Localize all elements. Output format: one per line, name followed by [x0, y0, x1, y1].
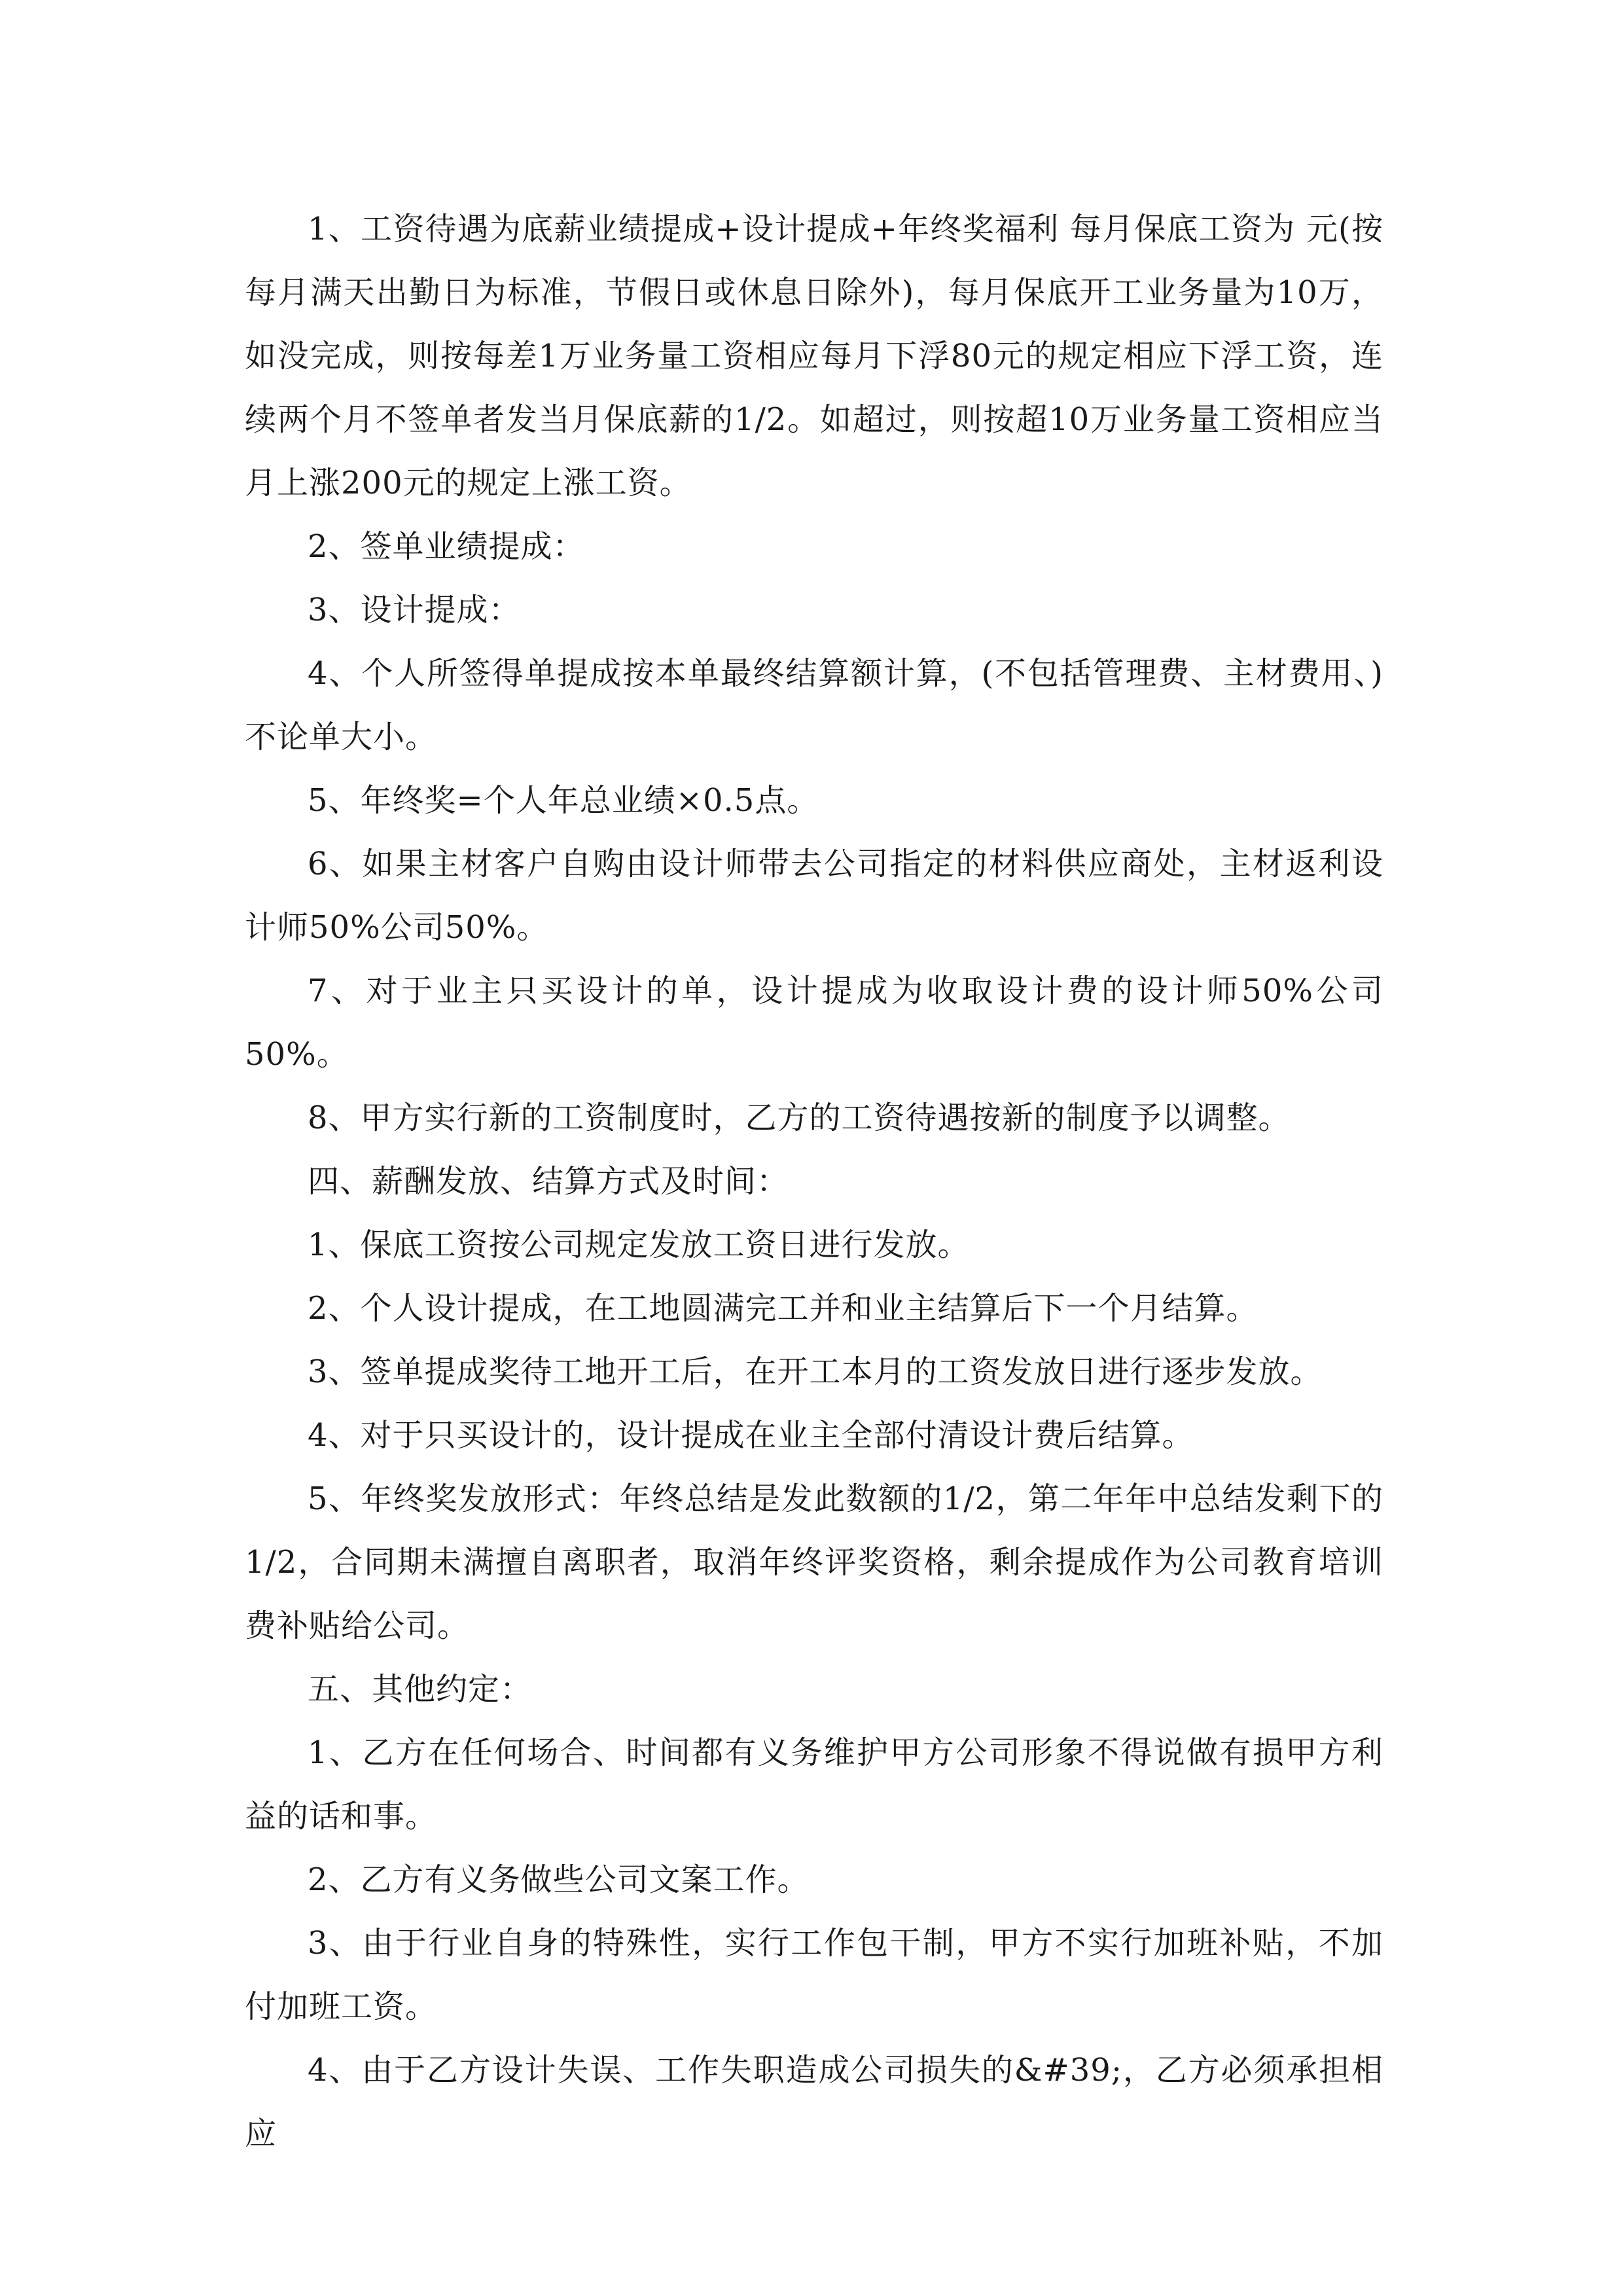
- paragraph-signing-commission: 2、签单业绩提成：: [308, 528, 585, 565]
- document-body: [245, 198, 1383, 2166]
- paragraph-signing-bonus-payment: 3、签单提成奖待工地开工后，在开工本月的工资发放日进行逐步发放。: [308, 1354, 1323, 1390]
- paragraph-year-end-bonus: 5、年终奖=个人年总业绩×0.5点。: [308, 782, 819, 819]
- paragraph-no-overtime: 3、由于行业自身的特殊性，实行工作包干制，甲方不实行加班补贴，不加付加班工资。: [245, 1925, 1383, 2025]
- paragraph-design-commission: 3、设计提成：: [308, 592, 521, 628]
- paragraph-base-pay-date: 1、保底工资按公司规定发放工资日进行发放。: [308, 1227, 970, 1263]
- paragraph-liability: 4、由于乙方设计失误、工作失职造成公司损失的&#39;，乙方必须承担相应: [245, 2052, 1383, 2152]
- section-heading-other: 五、其他约定：: [308, 1671, 533, 1708]
- paragraph-design-settlement: 2、个人设计提成，在工地圆满完工并和业主结算后下一个月结算。: [308, 1290, 1258, 1327]
- paragraph-salary-terms: 1、工资待遇为底薪业绩提成+设计提成+年终奖福利 每月保底工资为 元(按每月满天出勤日为标准，节假日或休息日除外)，每月保底开工业务量为10万，如没完成，则按每差1万业务量工资相应每月下浮80元的规定相应下浮工资，连续两个月不签单者发当月保底薪的1/2。如超过，则按超10万业务量工资相应当月上涨200元的规定上涨工资。: [245, 211, 1383, 501]
- paragraph-design-only-settlement: 4、对于只买设计的，设计提成在业主全部付清设计费后结算。: [308, 1417, 1194, 1454]
- section-heading-payment: 四、薪酬发放、结算方式及时间：: [308, 1163, 789, 1200]
- paragraph-bonus-payment-form: 5、年终奖发放形式：年终总结是发此数额的1/2，第二年年中总结发剩下的1/2，合同期未满擅自离职者，取消年终评奖资格，剩余提成作为公司教育培训费补贴给公司。: [245, 1480, 1383, 1644]
- paragraph-copywriting: 2、乙方有义务做些公司文案工作。: [308, 1861, 810, 1898]
- paragraph-salary-adjustment: 8、甲方实行新的工资制度时，乙方的工资待遇按新的制度予以调整。: [308, 1100, 1291, 1136]
- paragraph-company-image: 1、乙方在任何场合、时间都有义务维护甲方公司形象不得说做有损甲方利益的话和事。: [245, 1734, 1383, 1835]
- paragraph-commission-calculation: 4、个人所签得单提成按本单最终结算额计算，(不包括管理费、主材费用、)不论单大小。: [245, 655, 1383, 755]
- paragraph-material-rebate: 6、如果主材客户自购由设计师带去公司指定的材料供应商处，主材返利设计师50%公司50%。: [245, 846, 1383, 946]
- paragraph-design-only-order: 7、对于业主只买设计的单，设计提成为收取设计费的设计师50%公司50%。: [245, 973, 1383, 1073]
